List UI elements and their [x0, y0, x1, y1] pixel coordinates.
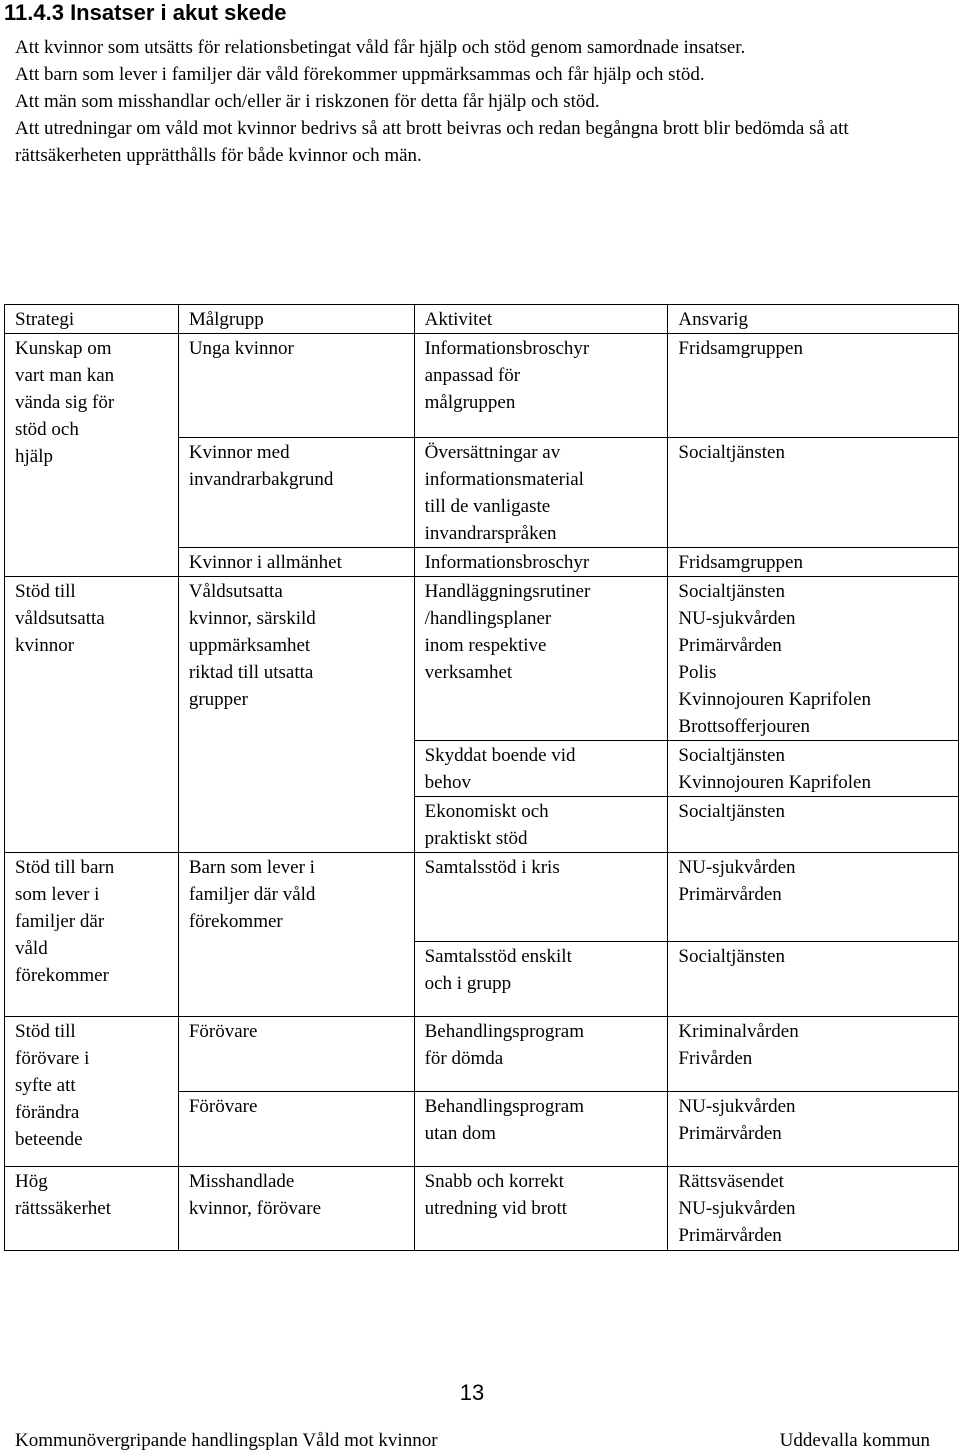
cell-line: Fridsamgruppen: [678, 552, 803, 573]
header-strategi: Strategi: [5, 305, 179, 334]
cell-line: stöd och: [15, 419, 79, 440]
table-row: [5, 334, 959, 438]
strategy-cell: [5, 1017, 179, 1167]
cell-line: utredning vid brott: [424, 1198, 568, 1219]
footer-document-title: Kommunövergripande handlingsplan Våld mot kvinnor: [15, 1430, 438, 1451]
cell-line: praktiskt stöd: [424, 828, 528, 849]
cell-line: Primärvården: [678, 635, 782, 656]
cell-line: Socialtjänsten: [678, 801, 785, 822]
section-heading: 11.4.3 Insatser i akut skede: [4, 0, 287, 25]
target-cell: [178, 438, 414, 548]
footer-organization: Uddevalla kommun: [779, 1430, 930, 1451]
strategy-cell: [5, 1167, 179, 1251]
cell-line: målgruppen: [424, 392, 516, 413]
page-number: 13: [459, 1380, 485, 1405]
responsible-cell: [668, 741, 959, 797]
cell-line: Kvinnor med: [188, 442, 290, 463]
cell-line: beteende: [15, 1129, 83, 1150]
activity-cell: [414, 577, 668, 741]
cell-line: verksamhet: [424, 662, 513, 683]
cell-line: Förövare: [188, 1021, 258, 1042]
cell-line: kvinnor: [15, 635, 75, 656]
cell-line: förövare i: [15, 1048, 90, 1069]
cell-line: vända sig för: [15, 392, 115, 413]
cell-line: behov: [424, 772, 472, 793]
cell-line: Behandlingsprogram: [424, 1096, 584, 1117]
cell-line: Polis: [678, 662, 717, 683]
cell-line: förekommer: [188, 911, 283, 932]
cell-line: anpassad för: [424, 365, 521, 386]
activity-cell: [414, 1167, 668, 1251]
goal-item: Att kvinnor som utsätts för relationsbetingat våld får hjälp och stöd genom samordnade insatser.: [15, 37, 746, 58]
cell-line: Rättsväsendet: [678, 1171, 784, 1192]
target-cell: [178, 548, 414, 577]
activity-cell: [414, 548, 668, 577]
activity-cell: [414, 1092, 668, 1167]
cell-line: Stöd till: [15, 1021, 76, 1042]
target-cell: [178, 1167, 414, 1251]
cell-line: Skyddat boende vid: [424, 745, 576, 766]
responsible-cell: [668, 334, 959, 438]
cell-line: våld: [15, 938, 48, 959]
table-row: [5, 853, 959, 942]
responsible-cell: [668, 1092, 959, 1167]
cell-line: Våldsutsatta: [188, 581, 283, 602]
activity-cell: [414, 334, 668, 438]
cell-line: rättssäkerhet: [15, 1198, 112, 1219]
cell-line: Kunskap om: [15, 338, 112, 359]
cell-line: Primärvården: [678, 1225, 782, 1246]
cell-line: Misshandlade: [188, 1171, 295, 1192]
header-aktivitet: Aktivitet: [414, 305, 668, 334]
cell-line: utan dom: [424, 1123, 496, 1144]
activity-cell: [414, 1017, 668, 1092]
responsible-cell: [668, 548, 959, 577]
cell-line: förekommer: [15, 965, 109, 986]
cell-line: Samtalsstöd enskilt: [424, 946, 572, 967]
cell-line: Barn som lever i: [188, 857, 315, 878]
cell-line: Snabb och korrekt: [424, 1171, 564, 1192]
target-cell: [178, 853, 414, 1017]
cell-line: Frivården: [678, 1048, 753, 1069]
target-cell: [178, 1092, 414, 1167]
action-plan-table: [4, 304, 959, 1251]
table-row: [5, 577, 959, 741]
cell-line: vart man kan: [15, 365, 115, 386]
cell-line: grupper: [188, 689, 248, 710]
cell-line: familjer där våld: [188, 884, 316, 905]
cell-line: riktad till utsatta: [188, 662, 314, 683]
cell-line: Stöd till: [15, 581, 76, 602]
cell-line: Kvinnojouren Kaprifolen: [678, 772, 871, 793]
cell-line: Handläggningsrutiner: [424, 581, 591, 602]
cell-line: invandrarspråken: [424, 523, 557, 544]
cell-line: informationsmaterial: [424, 469, 584, 490]
cell-line: Socialtjänsten: [678, 946, 785, 967]
responsible-cell: [668, 942, 959, 1017]
cell-line: Primärvården: [678, 884, 782, 905]
cell-line: uppmärksamhet: [188, 635, 311, 656]
cell-line: Ekonomiskt och: [424, 801, 549, 822]
cell-line: Hög: [15, 1171, 48, 1192]
strategy-cell: [5, 334, 179, 577]
cell-line: Kvinnor i allmänhet: [188, 552, 342, 573]
cell-line: kvinnor, särskild: [188, 608, 316, 629]
activity-cell: [414, 853, 668, 942]
responsible-cell: [668, 797, 959, 853]
cell-line: Socialtjänsten: [678, 581, 785, 602]
header-ansvarig: Ansvarig: [668, 305, 959, 334]
table-header-row: [5, 305, 959, 334]
cell-line: familjer där: [15, 911, 105, 932]
cell-line: kvinnor, förövare: [188, 1198, 322, 1219]
cell-line: Fridsamgruppen: [678, 338, 803, 359]
cell-line: /handlingsplaner: [424, 608, 552, 629]
cell-line: Socialtjänsten: [678, 745, 785, 766]
goal-item: Att män som misshandlar och/eller är i riskzonen för detta får hjälp och stöd.: [15, 91, 600, 112]
cell-line: Översättningar av: [424, 442, 561, 463]
cell-line: för dömda: [424, 1048, 504, 1069]
table-row: [5, 1167, 959, 1251]
cell-line: invandrarbakgrund: [188, 469, 334, 490]
target-cell: [178, 1017, 414, 1092]
cell-line: Unga kvinnor: [188, 338, 294, 359]
activity-cell: [414, 438, 668, 548]
cell-line: NU-sjukvården: [678, 608, 796, 629]
cell-line: Kvinnojouren Kaprifolen: [678, 689, 871, 710]
strategy-cell: [5, 853, 179, 1017]
goals-list: [15, 34, 940, 169]
cell-line: Förövare: [188, 1096, 258, 1117]
cell-line: våldsutsatta: [15, 608, 105, 629]
responsible-cell: [668, 1017, 959, 1092]
cell-line: syfte att: [15, 1075, 76, 1096]
cell-line: och i grupp: [424, 973, 512, 994]
cell-line: hjälp: [15, 446, 53, 467]
cell-line: NU-sjukvården: [678, 1198, 796, 1219]
responsible-cell: [668, 853, 959, 942]
target-cell: [178, 577, 414, 853]
table-row: [5, 1017, 959, 1092]
goal-item: Att utredningar om våld mot kvinnor bedrivs så att brott beivras och redan begångna brott blir bedömda så att rättsäkerheten upprätthålls för både kvinnor och män.: [15, 118, 849, 166]
cell-line: Informationsbroschyr: [424, 552, 590, 573]
cell-line: NU-sjukvården: [678, 857, 796, 878]
activity-cell: [414, 741, 668, 797]
strategy-cell: [5, 577, 179, 853]
goal-item: Att barn som lever i familjer där våld förekommer uppmärksammas och får hjälp och stöd.: [15, 64, 705, 85]
cell-line: förändra: [15, 1102, 80, 1123]
cell-line: Brottsofferjouren: [678, 716, 810, 737]
target-cell: [178, 334, 414, 438]
cell-line: Kriminalvården: [678, 1021, 799, 1042]
responsible-cell: [668, 577, 959, 741]
cell-line: Informationsbroschyr: [424, 338, 590, 359]
cell-line: Primärvården: [678, 1123, 782, 1144]
cell-line: Socialtjänsten: [678, 442, 785, 463]
responsible-cell: [668, 438, 959, 548]
responsible-cell: [668, 1167, 959, 1251]
header-malgrupp: Målgrupp: [178, 305, 414, 334]
cell-line: Stöd till barn: [15, 857, 115, 878]
activity-cell: [414, 942, 668, 1017]
cell-line: som lever i: [15, 884, 100, 905]
cell-line: till de vanligaste: [424, 496, 551, 517]
cell-line: inom respektive: [424, 635, 547, 656]
cell-line: Samtalsstöd i kris: [424, 857, 560, 878]
cell-line: NU-sjukvården: [678, 1096, 796, 1117]
cell-line: Behandlingsprogram: [424, 1021, 584, 1042]
activity-cell: [414, 797, 668, 853]
